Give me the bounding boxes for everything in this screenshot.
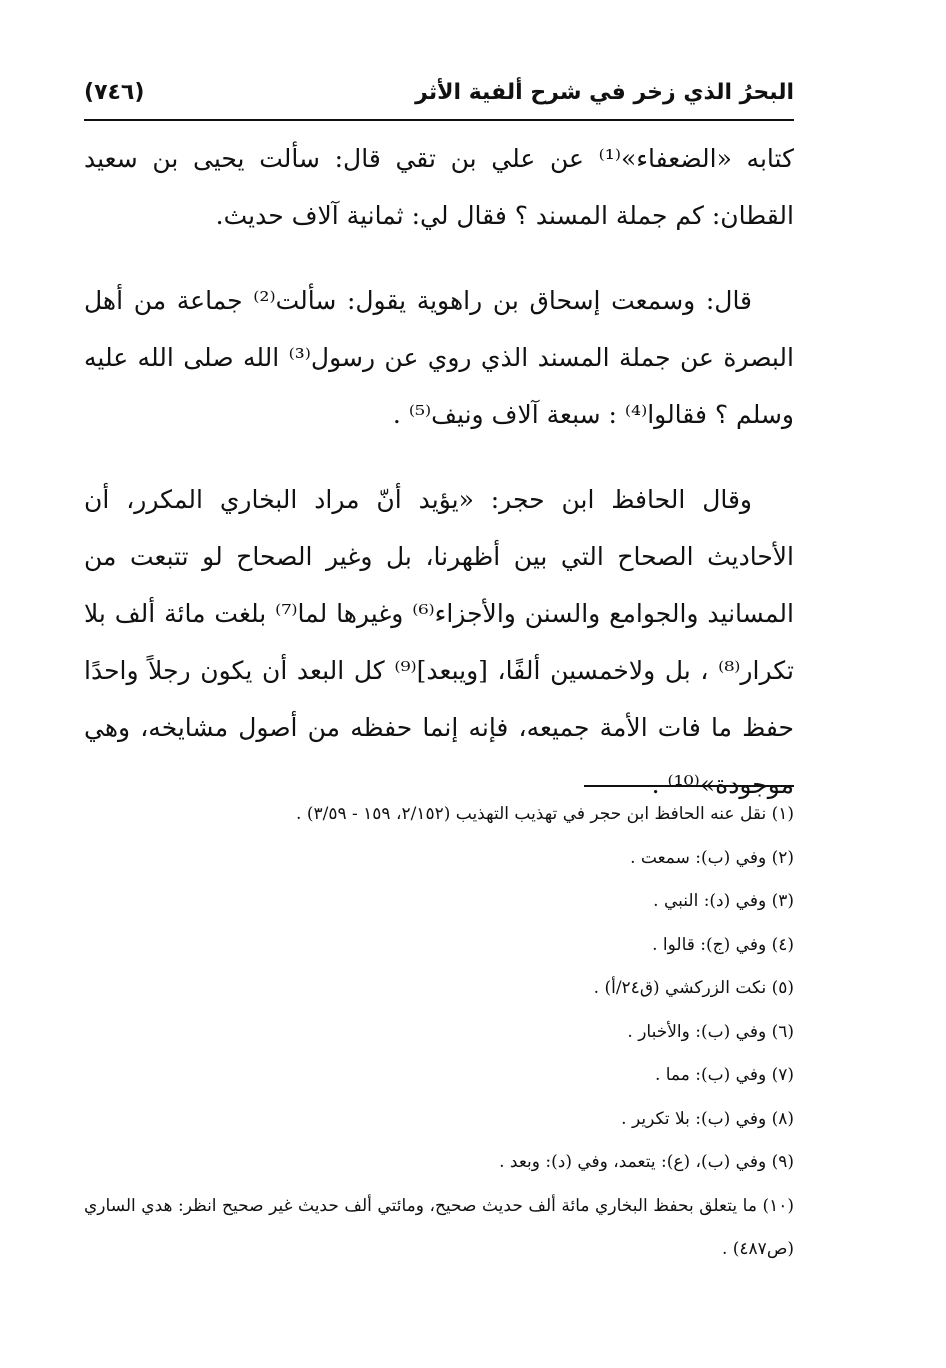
paragraph-3 [84, 471, 794, 813]
footnote-7: (٧) وفي (ب): مما . [654, 1065, 794, 1085]
footnote-separator [584, 785, 794, 787]
footnote-4: (٤) وفي (ج): قالوا . [652, 934, 794, 955]
footnote-5: (٥) نكت الزركشي (ق٢٤/أ) . [593, 978, 794, 998]
paragraph-2-text: قال: وسمعت إسحاق بن راهوية يقول: سألت⁽²⁾ جماعة من أهل البصرة عن جملة المسند الذي روي عن رسول⁽³⁾ الله صلى الله عليه وسلم ؟ فقالوا⁽⁴⁾ : سبعة آلاف ونيف⁽⁵⁾ . [84, 286, 794, 429]
footnote-1: (١) نقل عنه الحافظ ابن حجر في تهذيب التهذيب (٢/١٥٢، ١٥٩ - ٣/٥٩) . [296, 804, 794, 824]
footnote-8: (٨) وفي (ب): بلا تكرير . [621, 1108, 794, 1129]
paragraph-1: كتابه «الضعفاء»⁽¹⁾ عن علي بن تقي قال: سألت يحيى بن سعيد القطان: كم جملة المسند ؟ فقال لي: ثمانية آلاف حديث. [84, 144, 794, 230]
footnote-2: (٢) وفي (ب): سمعت . [630, 847, 794, 868]
paragraph-3-text: وقال الحافظ ابن حجر: «يؤيد أنّ مراد البخاري المكرر، أن الأحاديث الصحاح التي بين أظهرنا، بل وغير الصحاح لو تتبعت من المسانيد والجوامع والسنن والأجزاء⁽⁶⁾ وغيرها لما⁽⁷⁾ بلغت مائة ألف بلا تكرار⁽⁸⁾ ، بل ولاخمسين ألفًا، [ويبعد]⁽⁹⁾ كل البعد أن يكون رجلاً واحدًا حفظ ما فات الأمة جميعه، فإنه إنما حفظه من أصول مشايخه، وهي موجودة»⁽¹⁰⁾ . [84, 485, 794, 799]
footnote-10: (١٠) ما يتعلق بحفظ البخاري مائة ألف حديث صحيح، ومائتي ألف حديث غير صحيح انظر: هدي الساري (ص٤٨٧) . [84, 1195, 794, 1259]
running-title: البحرُ الذي زخر في شرح ألفية الأثر [415, 80, 794, 105]
page-header [84, 78, 794, 114]
footnote-9: (٩) وفي (ب)، (ع): يتعمد، وفي (د): وبعد . [499, 1152, 794, 1172]
header-rule [84, 119, 794, 121]
footnote-3: (٣) وفي (د): النبي . [653, 891, 794, 911]
main-text [84, 130, 794, 813]
paragraph-2 [84, 272, 794, 443]
footnotes [84, 793, 794, 1272]
page-number: (٧٤٦) [84, 80, 145, 105]
footnote-6: (٦) وفي (ب): والأخبار . [627, 1021, 794, 1042]
